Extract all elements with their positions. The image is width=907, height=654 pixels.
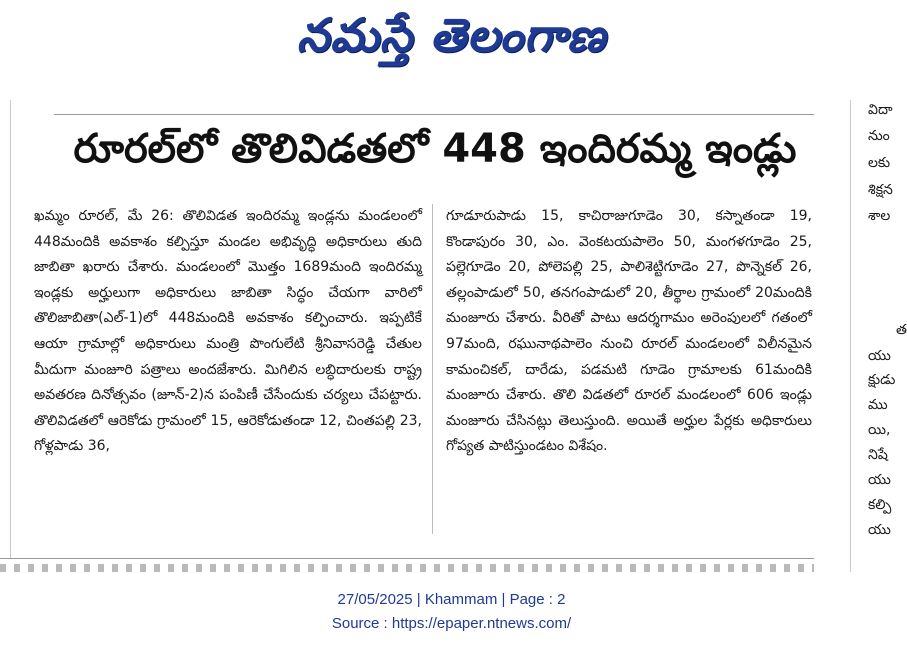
newspaper-logo: నమస్తే తెలంగాణ <box>296 8 607 62</box>
side-line: శాల <box>868 208 891 224</box>
cropped-next-article <box>0 564 814 572</box>
side-line: శిక్షన <box>868 182 893 198</box>
side-line: యు <box>868 472 891 488</box>
left-column-rule <box>10 100 11 558</box>
side-line: ము <box>868 397 888 413</box>
column-divider <box>432 204 433 534</box>
news-clipping <box>0 100 850 572</box>
edition-info: 27/05/2025 | Khammam | Page : 2 <box>337 591 566 608</box>
masthead <box>0 0 903 82</box>
side-line: నుం <box>868 128 890 144</box>
clipping-footer <box>0 588 903 636</box>
bottom-rule <box>0 558 814 559</box>
side-line: త <box>896 322 907 338</box>
side-line: నిషే <box>868 447 888 463</box>
side-line: కల్పి <box>868 497 892 513</box>
side-line: లకు <box>868 155 891 171</box>
side-line: యు <box>868 522 891 538</box>
side-line: విదా <box>868 102 893 118</box>
side-line: యు <box>868 348 891 364</box>
article-headline: రూరల్‌లో తొలివిడతలో 448 ఇందిరమ్మ ఇండ్లు <box>73 126 797 172</box>
right-column-rule <box>850 100 851 572</box>
top-rule <box>54 114 814 115</box>
side-line: యి, <box>868 422 891 438</box>
adjacent-column-fragment <box>868 100 907 572</box>
side-line: క్షుడు <box>868 372 896 388</box>
article-column-left: ఖమ్మం రూరల్, మే 26: తొలివిడత ఇందిరమ్మ ఇండ్లను మండలంలో 448మందికి అవకాశం కల్పిస్తూ మండల అభివృద్ధి అధికారులు తుది జాబితా ఖరారు చేశారు. మండలంలో మొత్తం 1689మంది ఇందిరమ్మ ఇండ్లకు అర్హులుగా అధికారులు జాబితా సిద్ధం చేయగా వారిలో తొలిజాబితా(ఎల్-1)లో 448మందికి అవకాశం కల్పించారు. ఇప్పటికే ఆయా గ్రామాల్లో అధికారులు మంత్రి పొంగులేటి శ్రీనివాసరెడ్డి చేతుల మీదుగా మంజూరి పత్రాలు అందజేశారు. మిగిలిన లబ్ధిదారులకు రాష్ట్ర అవతరణ దినోత్సవం (జూన్-2)న పంపిణీ చేసేందుకు చర్యలు చేపట్టారు. తొలివిడతలో ఆరెకోడు గ్రామంలో 15, ఆరెకోడుతండా 12, చింతపల్లి 23, గోళ్లపాడు 36, <box>34 208 422 455</box>
source-link[interactable]: Source : https://epaper.ntnews.com/ <box>331 615 572 632</box>
article-column-right: గూడూరుపాడు 15, కాచిరాజుగూడెం 30, కస్నాతండా 19, కొండాపురం 30, ఎం. వెంకటయపాలెం 50, మంగళగూడెం 25, పల్లెగూడెం 20, పోలెపల్లి 25, పాలిశెట్టిగూడెం 27, పొన్నెకల్ 26, తల్లంపాడులో 50, తనగంపాడులో 20, తీర్థాల గ్రామంలో 20మందికి మంజూరు చేశారు. వీరితో పాటు ఆదర్శగామం అరెంపులలో గతంలో 97మంది, రఘునాథపాలెం నుంచి రూరల్ మండలంలో విలీనమైన కామంచికల్, దారేడు, పడమటి గూడెం గ్రామాలకు 61మందికి మంజూరు చేశారు. తొలి విడతలో రూరల్ మండలంలో 606 ఇండ్లు మంజూరు చేసినట్లు తెలుస్తుంది. అయితే అర్హుల పేర్లకు అధికారులు గోప్యత పాటిస్తుండటం విశేషం. <box>446 208 812 455</box>
